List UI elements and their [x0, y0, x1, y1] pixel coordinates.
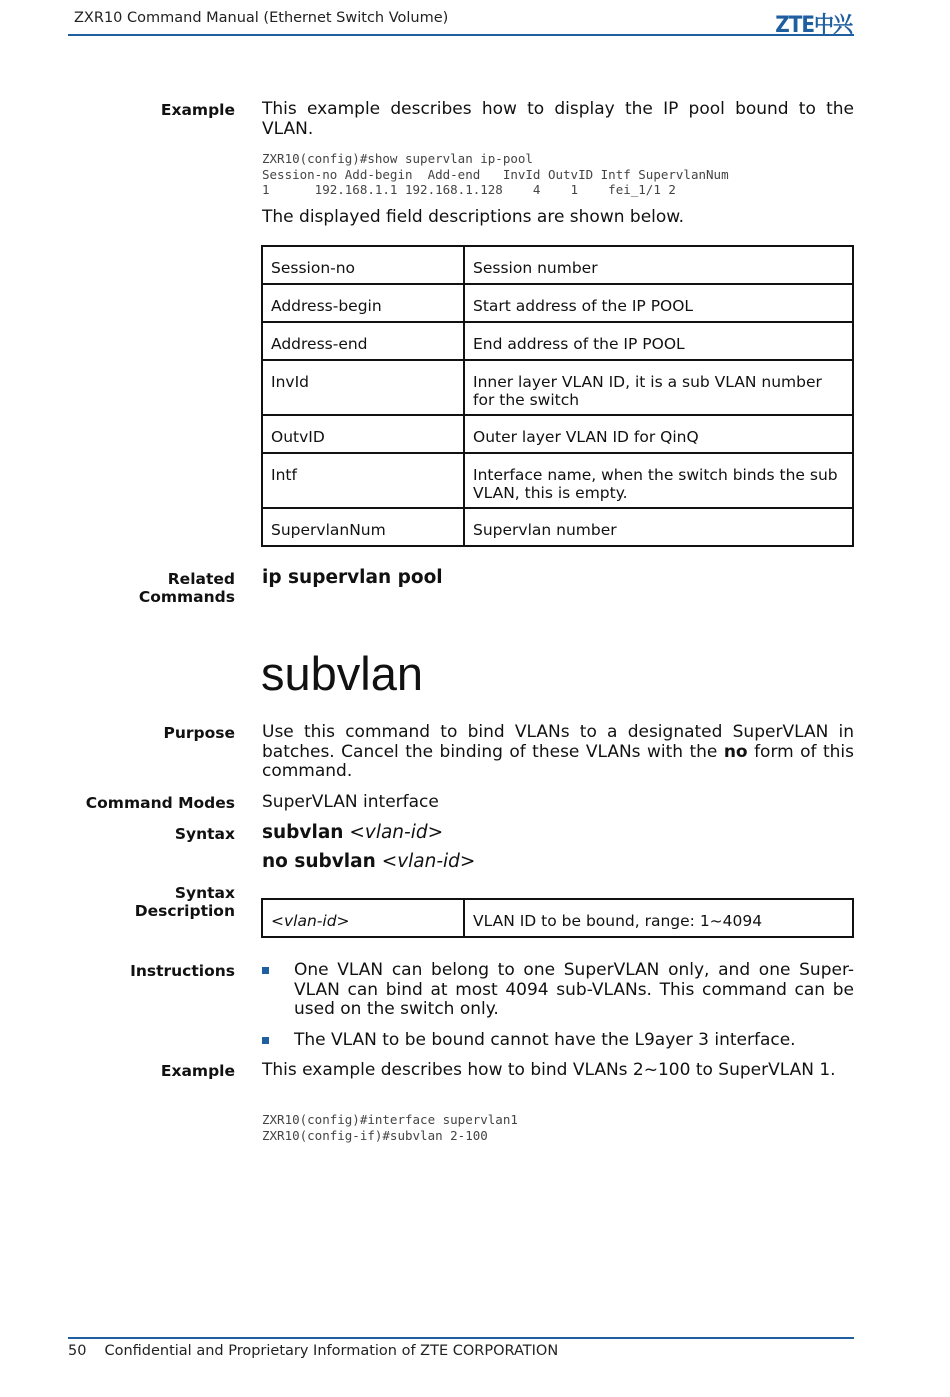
label-line: Commands: [138, 588, 235, 606]
example-code-block: [262, 1112, 518, 1143]
page-header: [68, 8, 854, 36]
purpose-text-part: Use this command to bind VLANs to a designated SuperVLAN in batches. Cancel the binding of these VLANs with the: [262, 722, 854, 762]
purpose-label: Purpose: [163, 724, 235, 742]
field-name: Session-no: [262, 246, 464, 284]
related-command: ip supervlan pool: [262, 567, 443, 588]
label-line: Syntax: [174, 884, 235, 902]
command-modes-value: SuperVLAN interface: [262, 792, 439, 812]
code-line: ZXR10(config)#interface supervlan1: [262, 1112, 518, 1127]
page-number: 50: [68, 1343, 87, 1359]
example-label: Example: [160, 1062, 235, 1080]
purpose-keyword: no: [723, 741, 748, 762]
field-description-table: [261, 245, 854, 547]
table-row: [262, 453, 853, 508]
field-desc: Outer layer VLAN ID for QinQ: [464, 415, 853, 453]
instruction-text: One VLAN can belong to one SuperVLAN only, and one Super-VLAN can bind at most 4094 sub-VLANs. This command can be used on the switch only.: [294, 960, 854, 1019]
table-row: [262, 322, 853, 360]
instruction-text: The VLAN to be bound cannot have the L9ayer 3 interface.: [294, 1030, 796, 1050]
field-name: Intf: [262, 453, 464, 508]
syntax-argument: <vlan-id>: [381, 851, 476, 872]
syntax-description-label: [135, 884, 235, 920]
command-modes-label: Command Modes: [85, 794, 235, 812]
field-name: Address-end: [262, 322, 464, 360]
param-name: <vlan-id>: [262, 899, 464, 937]
field-name: InvId: [262, 360, 464, 415]
field-name: Address-begin: [262, 284, 464, 322]
field-desc: Session number: [464, 246, 853, 284]
field-name: OutvID: [262, 415, 464, 453]
zte-logo: ZTE中兴: [775, 10, 852, 38]
bullet-square-icon: [262, 967, 269, 974]
example-description: This example describes how to bind VLANs 2~100 to SuperVLAN 1.: [262, 1060, 836, 1080]
instruction-item: [262, 1031, 854, 1051]
syntax-argument: <vlan-id>: [349, 822, 444, 843]
field-desc: Inner layer VLAN ID, it is a sub VLAN number for the switch: [464, 360, 853, 415]
field-desc: End address of the IP POOL: [464, 322, 853, 360]
field-desc: Start address of the IP POOL: [464, 284, 853, 322]
page-footer: [68, 1343, 558, 1359]
table-row: [262, 899, 853, 937]
syntax-description-table: [261, 898, 854, 938]
param-desc: VLAN ID to be bound, range: 1~4094: [464, 899, 853, 937]
table-row: [262, 284, 853, 322]
field-desc: Interface name, when the switch binds the sub VLAN, this is empty.: [464, 453, 853, 508]
example-description: This example describes how to display the IP pool bound to the VLAN.: [262, 99, 854, 139]
syntax-keyword: no subvlan: [262, 851, 376, 872]
field-description-intro: The displayed field descriptions are shown below.: [262, 207, 685, 227]
related-commands-label: [139, 570, 235, 606]
syntax-keyword: subvlan: [262, 822, 344, 843]
label-line: Description: [134, 902, 235, 920]
table-row: [262, 508, 853, 546]
syntax-label: Syntax: [174, 825, 235, 843]
table-row: [262, 360, 853, 415]
syntax-line: [262, 822, 443, 843]
table-row: [262, 246, 853, 284]
instructions-label: Instructions: [130, 962, 235, 980]
footer-rule: [68, 1337, 854, 1339]
purpose-text: [262, 723, 854, 782]
field-desc: Supervlan number: [464, 508, 853, 546]
section-heading: subvlan: [261, 647, 423, 700]
code-line: ZXR10(config)#show supervlan ip-pool: [262, 151, 533, 166]
bullet-square-icon: [262, 1037, 269, 1044]
purpose-text-part: form of this command.: [262, 741, 854, 781]
footer-text: Confidential and Proprietary Information of ZTE CORPORATION: [104, 1343, 559, 1359]
example-label: Example: [160, 101, 235, 119]
code-line: ZXR10(config-if)#subvlan 2-100: [262, 1127, 488, 1143]
table-row: [262, 415, 853, 453]
instruction-item: [262, 961, 854, 1020]
field-name: SupervlanNum: [262, 508, 464, 546]
label-line: Related: [167, 570, 235, 588]
code-line: Session-no Add-begin Add-end InvId OutvID Intf SupervlanNum: [262, 166, 729, 182]
example-code-block: [262, 151, 729, 198]
header-title: ZXR10 Command Manual (Ethernet Switch Volume): [74, 10, 449, 26]
code-line: 1 192.168.1.1 192.168.1.128 4 1 fei_1/1 2: [262, 182, 676, 197]
syntax-line: [262, 851, 475, 872]
